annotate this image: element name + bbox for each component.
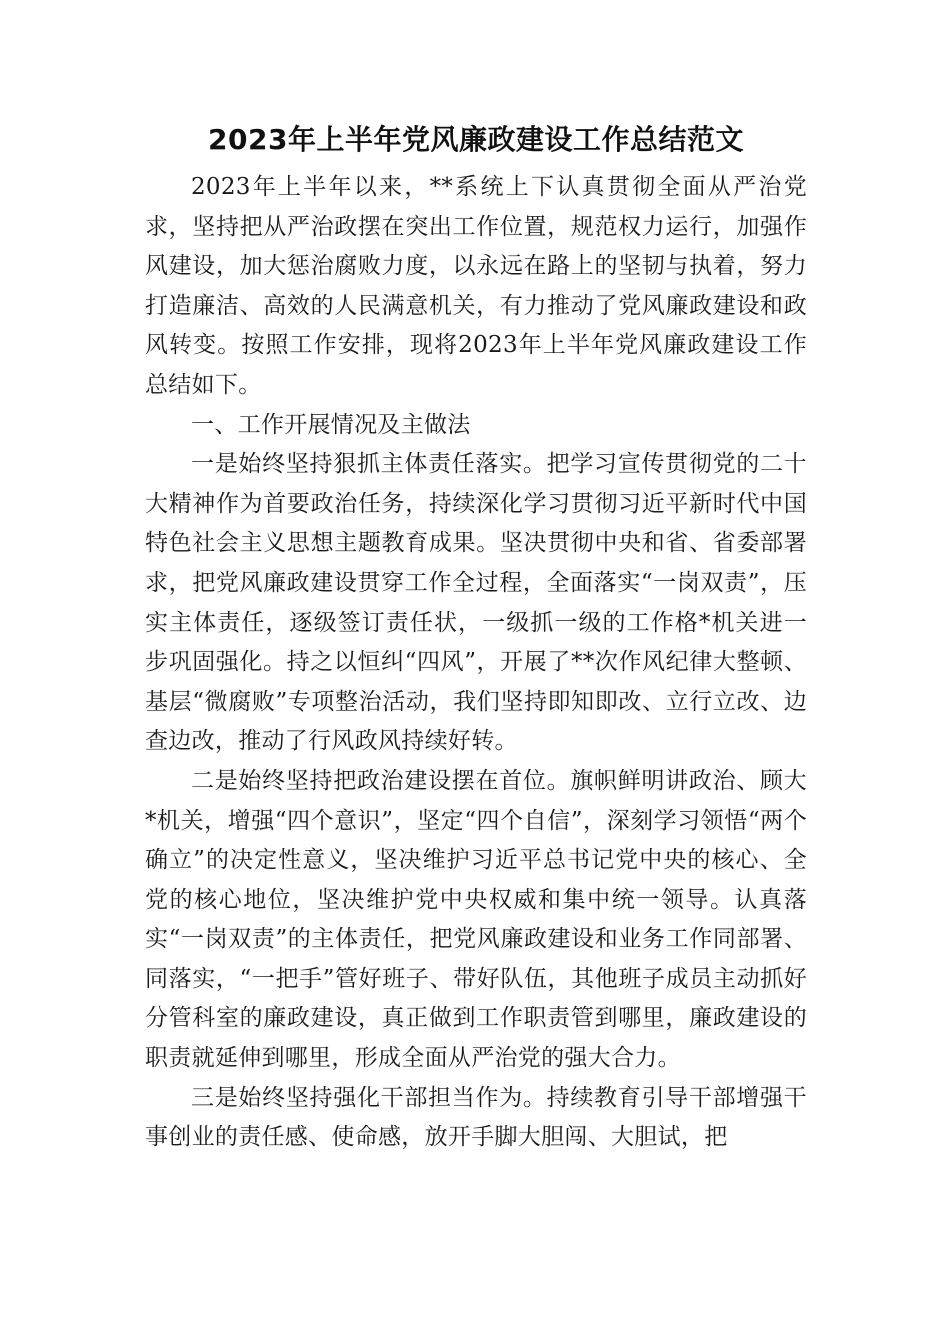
paragraph-point-one: 一是始终坚持狠抓主体责任落实。把学习宣传贯彻党的二十大精神作为首要政治任务，持续深化学习贯彻习近平新时代中国特色社会主义思想主题教育成果。坚决贯彻中央和省、省委部署求，把党风廉政建设贯穿工作全过程，全面落实“一岗双责”，压实主体责任，逐级签订责任状，一级抓一级的工作格*机关进一步巩固强化。持之以恒纠“四风”，开展了**次作风纪律大整顿、基层“微腐败”专项整治活动，我们坚持即知即改、立行立改、边查边改，推动了行风政风持续好转。: [145, 451, 807, 755]
section-heading: 一、工作开展情况及主做法: [191, 411, 471, 438]
document-title: 2023年上半年党风廉政建设工作总结范文: [208, 123, 744, 156]
paragraph-point-three: 三是始终坚持强化干部担当作为。持续教育引导干部增强干事创业的责任感、使命感，放开手脚大胆闯、大胆试，把: [145, 1084, 807, 1151]
paragraph-intro: 2023年上半年以来，**系统上下认真贯彻全面从严治党求，坚持把从严治政摆在突出工作位置，规范权力运行，加强作风建设，加大惩治腐败力度，以永远在路上的坚韧与执着，努力打造廉洁、高效的人民满意机关，有力推动了党风廉政建设和政风转变。按照工作安排，现将2023年上半年党风廉政建设工作总结如下。: [145, 174, 807, 398]
document-page: [145, 118, 807, 1158]
paragraph-point-two: 二是始终坚持把政治建设摆在首位。旗帜鲜明讲政治、顾大*机关，增强“四个意识”，坚定“四个自信”，深刻学习领悟“两个确立”的决定性意义，坚决维护习近平总书记党中央的核心、全党的核心地位，坚决维护党中央权威和集中统一领导。认真落实“一岗双责”的主体责任，把党风廉政建设和业务工作同部署、同落实，“一把手”管好班子、带好队伍，其他班子成员主动抓好分管科室的廉政建设，真正做到工作职责管到哪里，廉政建设的职责就延伸到哪里，形成全面从严治党的强大合力。: [145, 767, 807, 1072]
